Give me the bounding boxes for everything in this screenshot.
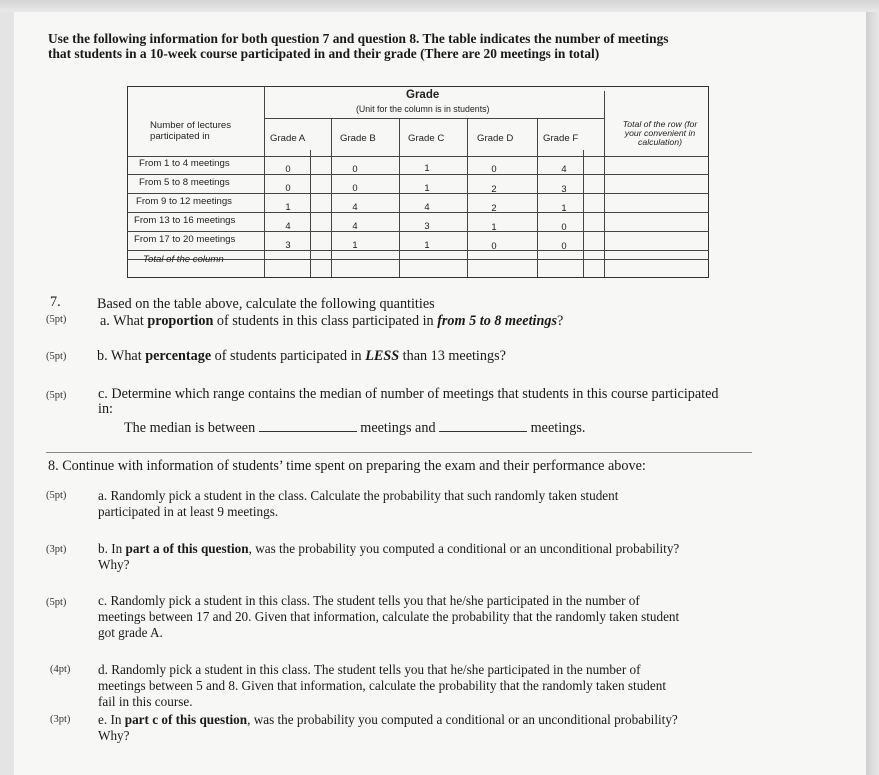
col-header-grade-d: Grade D [477,133,514,144]
q8e-points: (3pt) [50,714,71,725]
row-label-2: From 5 to 8 meetings [139,177,230,188]
col-header-grade-f: Grade F [543,133,579,144]
cell: 3 [424,220,430,231]
col-header-grade-c: Grade C [408,133,445,144]
cell: 2 [491,183,497,194]
q8e-line-2: Why? [98,728,130,743]
row-label-1: From 1 to 4 meetings [139,158,230,169]
median-lower-blank[interactable] [259,431,357,432]
row-header-line-1: Number of lectures [150,120,232,131]
q8b-points: (3pt) [46,544,67,555]
q8e-line-1: e. In part c of this question, was the probability you computed a conditional or an unconditional probability? [98,712,678,727]
cell: 0 [491,163,497,174]
cell: 1 [424,162,430,173]
q7c-median-answer: The median is between meetings and meetings. [124,420,586,436]
q8b-line-2: Why? [98,557,130,572]
q8-stem: 8. Continue with information of students’ time spent on preparing the exam and their performance above: [48,458,646,474]
cell: 1 [491,221,497,232]
cell: 1 [285,201,291,212]
cell: 0 [561,240,567,251]
q7-stem: Based on the table above, calculate the following quantities [97,296,435,312]
cell: 3 [285,239,291,250]
row-label-4: From 13 to 16 meetings [134,215,236,226]
q8a-line-1: a. Randomly pick a student in the class. Calculate the probability that such randomly taken student [98,488,619,503]
cell: 2 [491,202,497,213]
cell: 0 [285,182,291,193]
row-header-line-2: participated in [150,131,210,142]
q8d-line-2: meetings between 5 and 8. Given that information, calculate the probability that the randomly taken student [98,678,666,693]
cell: 0 [561,221,567,232]
cell: 3 [561,183,567,194]
cell: 1 [424,239,430,250]
cell: 4 [285,220,291,231]
q7a-text: a. What proportion of students in this class participated in from 5 to 8 meetings? [100,313,564,329]
cell: 1 [424,182,430,193]
col-header-grade-a: Grade A [270,133,306,144]
cell: 1 [561,202,567,213]
cell: 4 [352,201,358,212]
q8d-line-3: fail in this course. [98,694,193,709]
total-row-header: Total of the row (for your convenient in calculation) [622,119,698,147]
row-label-3: From 9 to 12 meetings [136,196,232,207]
cell: 0 [352,182,358,193]
q8b-line-1: b. In part a of this question, was the probability you computed a conditional or an unconditional probability? [98,541,680,556]
q7-number: 7. [50,294,61,310]
cell: 0 [285,163,291,174]
q8a-points: (5pt) [46,490,67,501]
col-header-grade-b: Grade B [340,133,376,144]
top-shadow-strip [0,0,879,12]
cell: 0 [352,163,358,174]
intro-line-1: Use the following information for both question 7 and question 8. The table indicates the number of meetings [48,31,669,46]
q8c-line-2: meetings between 17 and 20. Given that information, calculate the probability that the randomly taken student [98,609,680,624]
cell: 4 [352,220,358,231]
median-upper-blank[interactable] [439,431,527,432]
q7c-points: (5pt) [46,390,67,401]
grade-subtitle: (Unit for the column is in students) [356,104,490,114]
q7b-text: b. What percentage of students participated in LESS than 13 meetings? [97,348,506,364]
q7b-points: (5pt) [46,351,67,362]
q8a-line-2: participated in at least 9 meetings. [98,504,279,519]
row-label-5: From 17 to 20 meetings [134,234,236,245]
paper-edge [866,12,879,775]
q8c-line-1: c. Randomly pick a student in this class. The student tells you that he/she participated in the number of [98,593,640,608]
q8c-points: (5pt) [46,597,67,608]
q8d-points: (4pt) [50,664,71,675]
q7c-line-2: in: [98,401,113,417]
cell: 0 [491,240,497,251]
cell: 1 [352,239,358,250]
q7a-points: (5pt) [46,314,67,325]
cell: 4 [561,163,567,174]
section-divider [46,452,752,453]
cell: 4 [424,201,430,212]
total-column-label: Total of the column [143,254,224,265]
q8c-line-3: got grade A. [98,625,163,640]
q7c-line-1: c. Determine which range contains the median of number of meetings that students in this course participated [98,386,719,402]
q8d-line-1: d. Randomly pick a student in this class. The student tells you that he/she participated in the number of [98,662,641,677]
grade-title: Grade [406,89,440,101]
intro-line-2: that students in a 10-week course participated in and their grade (There are 20 meetings in total) [48,46,600,61]
